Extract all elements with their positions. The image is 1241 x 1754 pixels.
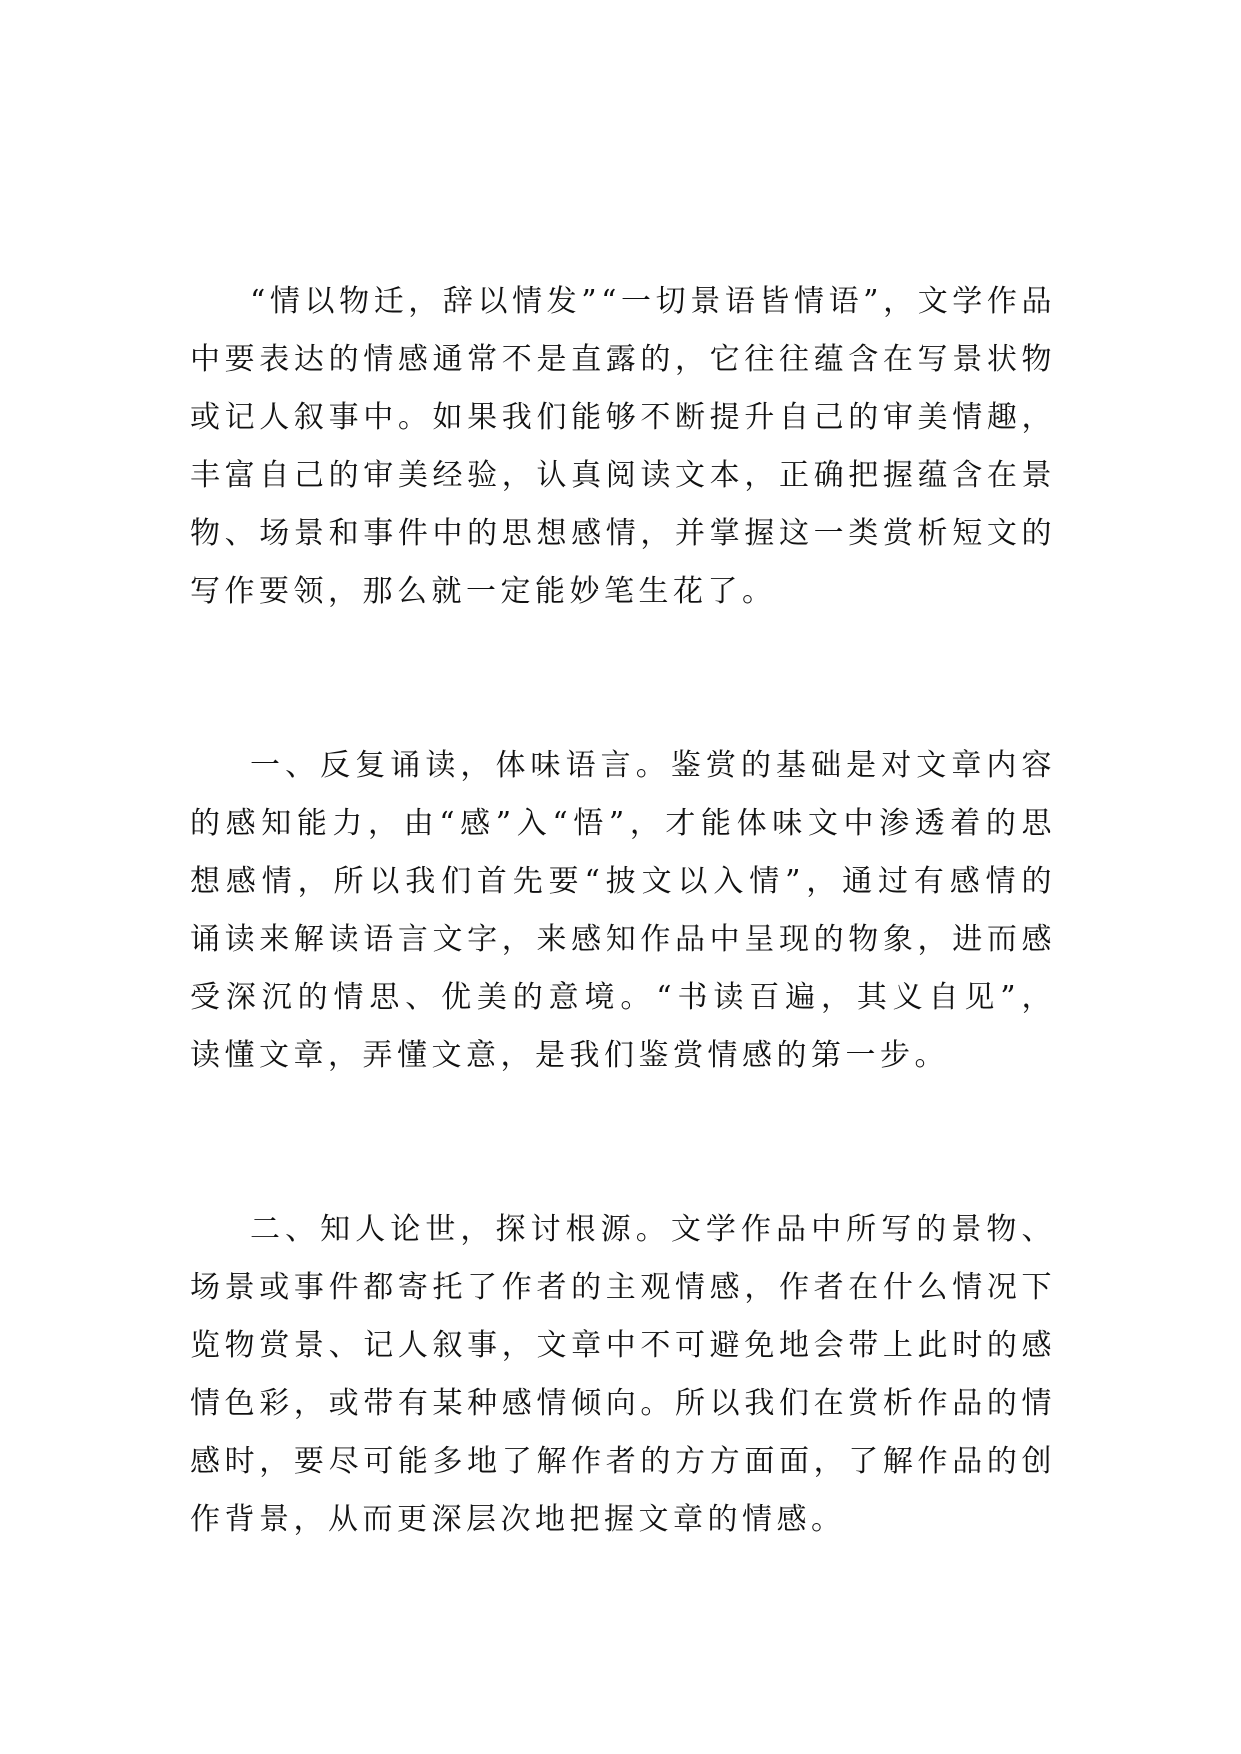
paragraph-section-one: 一、反复诵读，体味语言。鉴赏的基础是对文章内容的感知能力，由“感”入“悟”，才能体味文中渗透着的思想感情，所以我们首先要“披文以入情”，通过有感情的诵读来解读语言文字，来感知作品中呈现的物象，进而感受深沉的情思、优美的意境。“书读百遍，其义自见”，读懂文章，弄懂文意，是我们鉴赏情感的第一步。 [190,748,1056,1073]
paragraph-intro: “情以物迁，辞以情发”“一切景语皆情语”，文学作品中要表达的情感通常不是直露的，它往往蕴含在写景状物或记人叙事中。如果我们能够不断提升自己的审美情趣，丰富自己的审美经验，认真阅读文本，正确把握蕴含在景物、场景和事件中的思想感情，并掌握这一类赏析短文的写作要领，那么就一定能妙笔生花了。 [190,284,1056,609]
paragraph-section-two: 二、知人论世，探讨根源。文学作品中所写的景物、场景或事件都寄托了作者的主观情感，作者在什么情况下览物赏景、记人叙事，文章中不可避免地会带上此时的感情色彩，或带有某种感情倾向。所以我们在赏析作品的情感时，要尽可能多地了解作者的方方面面，了解作品的创作背景，从而更深层次地把握文章的情感。 [190,1212,1056,1537]
